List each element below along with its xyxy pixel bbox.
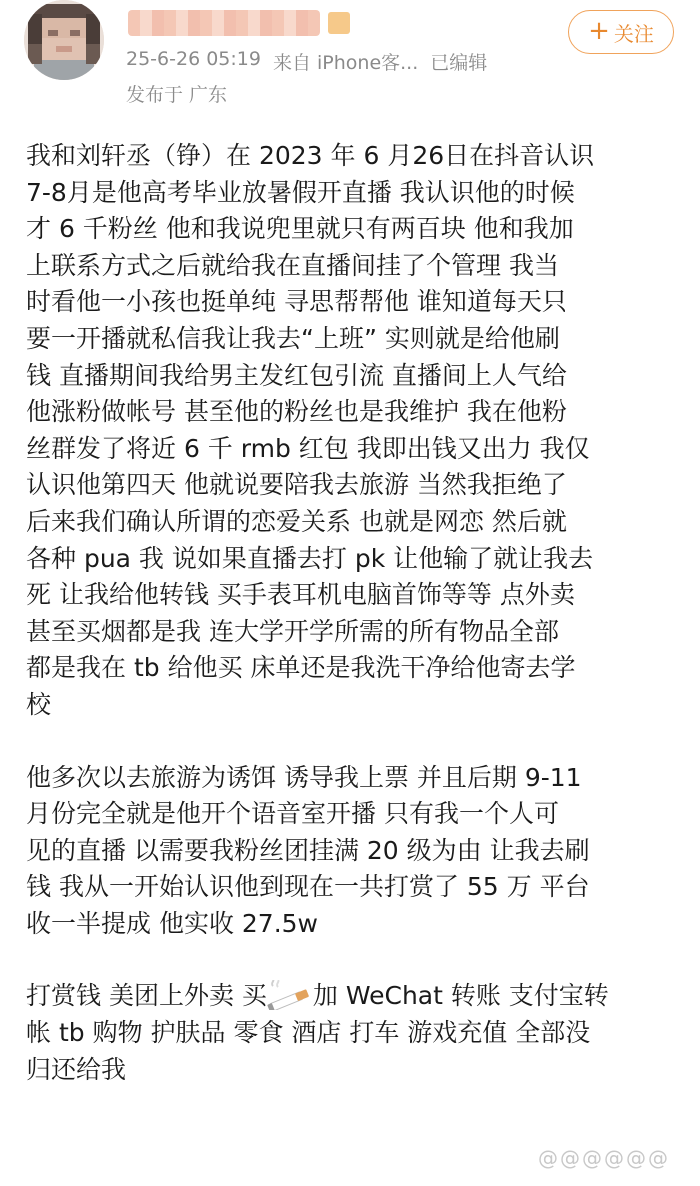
post-header [0,0,700,120]
post-content [26,138,676,1088]
blurred-badge-icon [328,12,350,34]
post-location: 发布于 广东 [126,84,228,106]
post-source[interactable]: 来自 iPhone客... [272,52,419,74]
plus-icon: + [588,16,610,46]
watermark: @@@@@@ [538,1146,670,1170]
post-timestamp: 25-6-26 05:19 [126,48,261,70]
post-paragraph: 他多次以去旅游为诱饵 诱导我上票 并且后期 9-11 月份完全就是他开个语音室开播 只有我一个人可 见的直播 以需要我粉丝团挂满 20 级为由 让我去刷 钱 我从一开始认识他到现在一共打赏了 55 万 平台 收一半提成 他实收 27.5w [26,762,590,938]
avatar[interactable] [24,0,104,80]
post-paragraph [26,978,676,1088]
paragraph-text: 打赏钱 美团上外卖 买 [26,981,267,1011]
blurred-username[interactable] [128,10,320,36]
pixelated-avatar-icon [24,0,104,80]
paragraph-text: 加 WeChat 转账 支付宝转 帐 tb 购物 护肤品 零食 酒店 打车 游戏充值 全部没 归还给我 [26,981,609,1084]
edited-label[interactable]: 已编辑 [430,52,488,74]
post-paragraph: 我和刘轩丞（铮）在 2023 年 6 月26日在抖音认识 7-8月是他高考毕业放暑假开直播 我认识他的时候 才 6 千粉丝 他和我说兜里就只有两百块 他和我加 上联系方式之后就给我在直播间挂了个管理 我当 时看他一小孩也挺单纯 寻思帮帮他 谁知道每天只 要一开播就私信我让我去“上班” 实则就是给他刷 钱 直播期间我给男主发红包引流 直播间上人气给 他涨粉做帐号 甚至他的粉丝也是我维护 我在他粉 丝群发了将近 6 千 rmb 红包 我即出钱又出力 我仅 认识他第四天 他就说要陪我去旅游 当然我拒绝了 后来我们确认所谓的恋爱关系 也就是网恋 然后就 各种 pua 我 说如果直播去打 pk 让他输了就让我去 死 让我给他转钱 买手表耳机电脑首饰等等 点外卖 甚至买烟都是我 连大学开学所需的所有物品全部 都是我在 tb 给他买 床单还是我洗干净给他寄去学 校 [26,141,595,719]
cigarette-icon [267,980,313,1010]
follow-button[interactable] [568,10,674,54]
follow-label: 关注 [613,21,654,46]
post-meta [126,48,487,75]
